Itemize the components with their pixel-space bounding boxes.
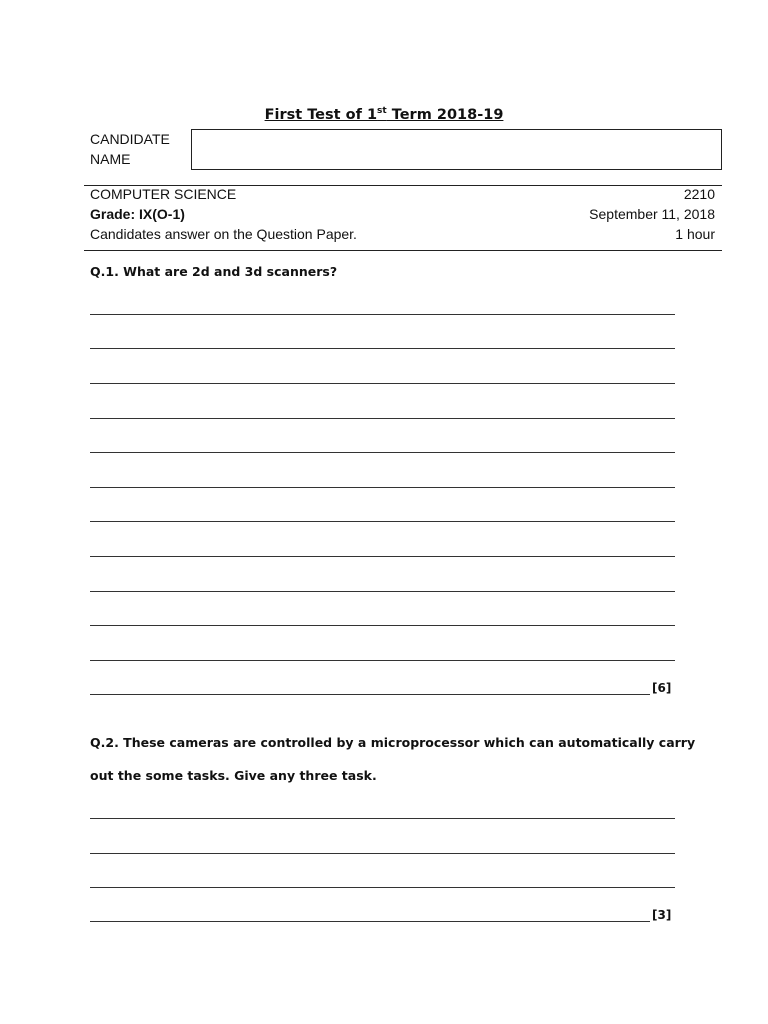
grade-row [90, 204, 715, 224]
answer-line[interactable] [90, 418, 675, 419]
candidate-name-label [90, 129, 170, 169]
question-2-text-line1: Q.2. These cameras are controlled by a microprocessor which can automatically carry [90, 735, 696, 750]
answer-line[interactable] [90, 694, 650, 695]
instruction-text: Candidates answer on the Question Paper. [90, 226, 357, 242]
candidate-label-line2: NAME [90, 151, 131, 167]
answer-line[interactable] [90, 521, 675, 522]
answer-line[interactable] [90, 487, 675, 488]
answer-line[interactable] [90, 383, 675, 384]
answer-line[interactable] [90, 556, 675, 557]
subject-code: 2210 [683, 186, 715, 202]
question-2-marks: [3] [652, 908, 672, 922]
subject-row [90, 184, 715, 204]
question-1-marks: [6] [652, 681, 672, 695]
question-2-text-line2: out the some tasks. Give any three task. [90, 768, 377, 783]
answer-line[interactable] [90, 921, 650, 922]
instruction-row [90, 224, 715, 244]
answer-line[interactable] [90, 853, 675, 854]
answer-line[interactable] [90, 591, 675, 592]
paper-title: First Test of 1st Term 2018-19 [264, 106, 504, 123]
question-1-text: Q.1. What are 2d and 3d scanners? [90, 264, 338, 279]
answer-line[interactable] [90, 625, 675, 626]
candidate-label-line1: CANDIDATE [90, 131, 170, 147]
answer-line[interactable] [90, 348, 675, 349]
answer-line[interactable] [90, 660, 675, 661]
header-divider-bottom [84, 250, 722, 251]
answer-line[interactable] [90, 452, 675, 453]
grade-label: Grade: IX(O-1) [90, 206, 185, 222]
exam-date: September 11, 2018 [589, 206, 715, 222]
candidate-name-field[interactable] [191, 129, 722, 170]
answer-line[interactable] [90, 818, 675, 819]
answer-line[interactable] [90, 314, 675, 315]
duration-text: 1 hour [675, 226, 715, 242]
answer-line[interactable] [90, 887, 675, 888]
subject-name: COMPUTER SCIENCE [90, 186, 237, 202]
